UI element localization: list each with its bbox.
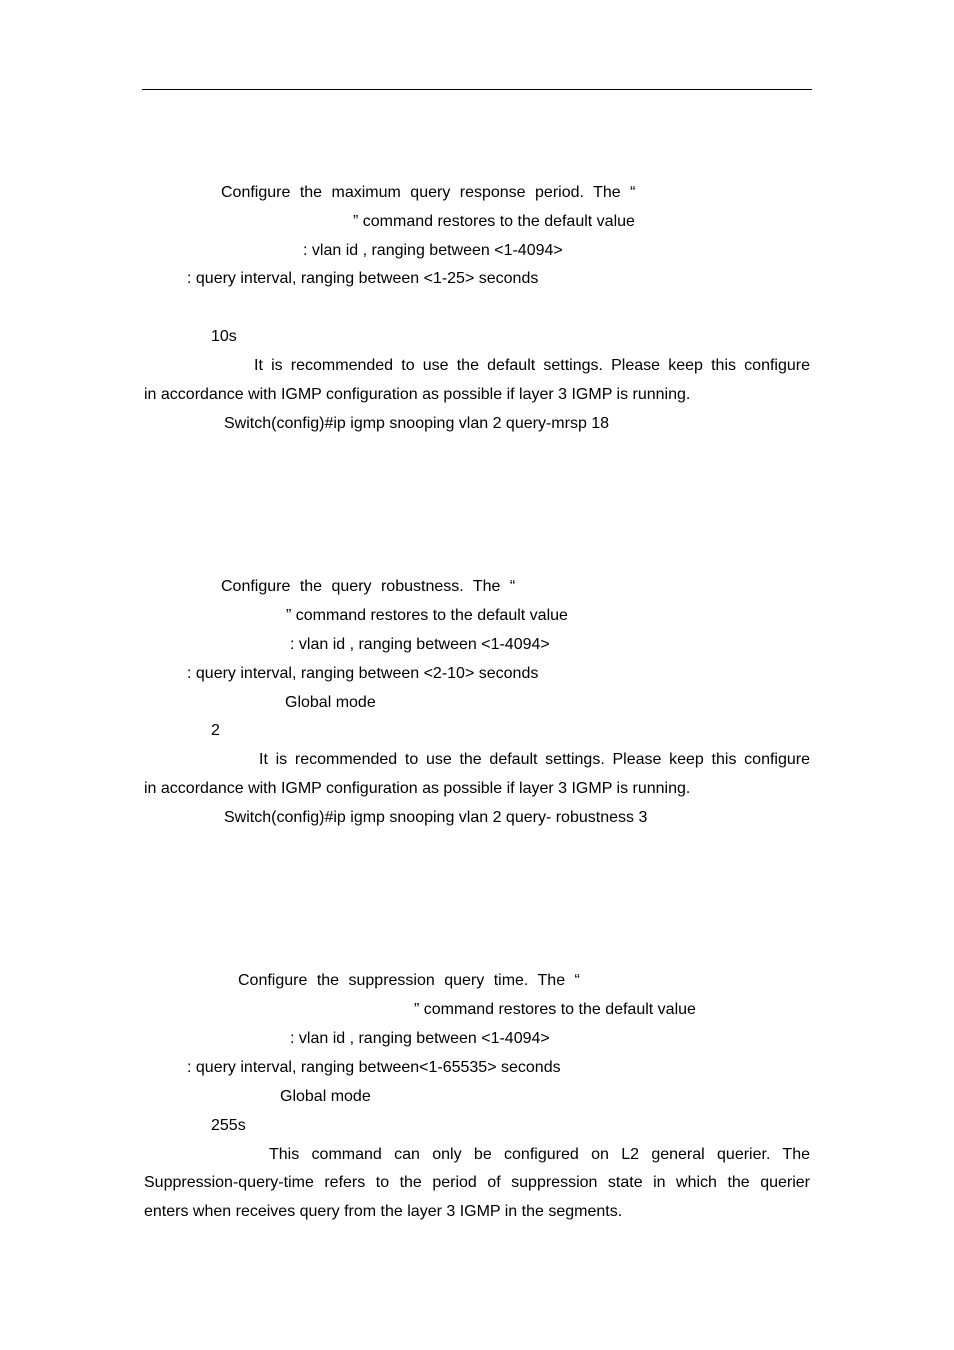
- s3-param-vlan: : vlan id , ranging between <1-4094>: [290, 1030, 550, 1047]
- s2-example: Switch(config)#ip igmp snooping vlan 2 query- robustness 3: [224, 809, 648, 826]
- s1-usage-line-2: in accordance with IGMP configuration as possible if layer 3 IGMP is running.: [144, 386, 691, 403]
- s1-param-interval: : query interval, ranging between <1-25> seconds: [187, 270, 539, 287]
- s2-command-mode: Global mode: [285, 694, 376, 711]
- s1-default-value: 10s: [211, 328, 237, 345]
- s2-param-interval: : query interval, ranging between <2-10> seconds: [187, 665, 539, 682]
- s1-param-vlan: : vlan id , ranging between <1-4094>: [303, 242, 563, 259]
- s1-no-form-note: ” command restores to the default value: [353, 213, 635, 230]
- s1-description: Configure the maximum query response period. The “: [221, 184, 636, 201]
- s3-command-mode: Global mode: [280, 1088, 371, 1105]
- s2-usage-line-2: in accordance with IGMP configuration as possible if layer 3 IGMP is running.: [144, 780, 691, 797]
- s3-description: Configure the suppression query time. The “: [238, 972, 580, 989]
- s2-default-value: 2: [211, 722, 220, 739]
- s3-param-interval: : query interval, ranging between<1-65535> seconds: [187, 1059, 561, 1076]
- s3-usage-line-1: This command can only be configured on L2 general querier. The: [269, 1146, 810, 1163]
- s3-usage-line-3: enters when receives query from the layer 3 IGMP in the segments.: [144, 1203, 623, 1220]
- s3-usage-line-2: Suppression-query-time refers to the period of suppression state in which the querier: [144, 1174, 810, 1191]
- s2-description: Configure the query robustness. The “: [221, 578, 516, 595]
- s2-param-vlan: : vlan id , ranging between <1-4094>: [290, 636, 550, 653]
- s1-example: Switch(config)#ip igmp snooping vlan 2 query-mrsp 18: [224, 415, 610, 432]
- s1-usage-line-1: It is recommended to use the default settings. Please keep this configure: [254, 357, 810, 374]
- header-rule: [142, 89, 812, 90]
- s3-default-value: 255s: [211, 1117, 246, 1134]
- s2-no-form-note: ” command restores to the default value: [286, 607, 568, 624]
- s2-usage-line-1: It is recommended to use the default settings. Please keep this configure: [259, 751, 810, 768]
- s3-no-form-note: ” command restores to the default value: [414, 1001, 696, 1018]
